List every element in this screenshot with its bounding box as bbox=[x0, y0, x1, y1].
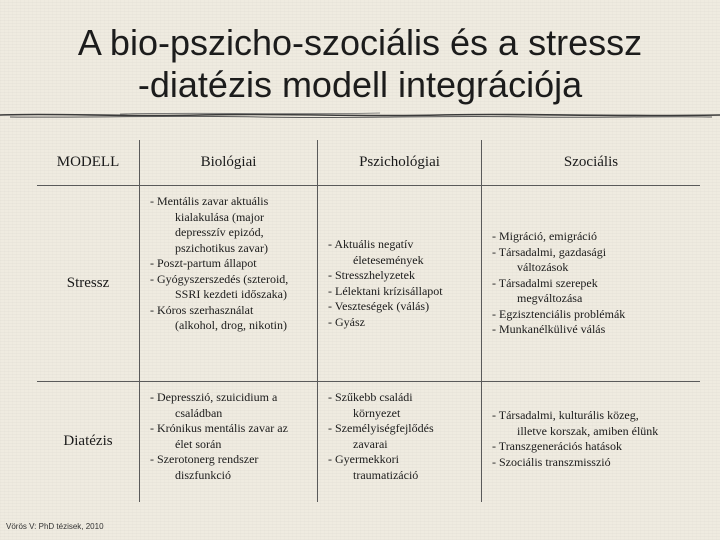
slide-title bbox=[0, 22, 720, 106]
header-pszichologiai: Pszichológiai bbox=[318, 140, 482, 186]
list-item: - Társadalmi, kulturális közeg, illetve korszak, amiben élünk bbox=[492, 408, 659, 438]
list-item: - Krónikus mentális zavar az élet során bbox=[150, 421, 288, 451]
list-item: - Depresszió, szuicidium a családban bbox=[150, 390, 278, 420]
cell-stressz-pszichologiai bbox=[318, 186, 482, 382]
row-label-diatezis: Diatézis bbox=[37, 382, 140, 502]
list-item: - Személyiségfejlődés zavarai bbox=[328, 421, 434, 451]
list-item: - Mentális zavar aktuális kialakulása (major depresszív epizód, pszichotikus zavar) bbox=[150, 194, 269, 255]
list-item: - Szűkebb családi környezet bbox=[328, 390, 413, 420]
list-item: - Kóros szerhasználat (alkohol, drog, nikotin) bbox=[150, 302, 287, 332]
list-item: - Transzgenerációs hatások bbox=[492, 439, 622, 453]
list-item: - Egzisztenciális problémák bbox=[492, 306, 626, 321]
list-item: - Lélektani krízisállapot bbox=[328, 283, 443, 298]
list-item: - Munkanélkülivé válás bbox=[492, 322, 606, 337]
list-item: - Veszteségek (válás) bbox=[328, 299, 430, 313]
header-szocialis: Szociális bbox=[482, 140, 700, 186]
source-footnote: Vörös V: PhD tézisek, 2010 bbox=[6, 522, 104, 531]
header-biologiai: Biológiai bbox=[140, 140, 318, 186]
row-label-stressz: Stressz bbox=[37, 186, 140, 382]
list-item: - Aktuális negatív életesemények bbox=[328, 237, 424, 267]
list-item: - Szociális transzmisszió bbox=[492, 454, 611, 469]
cell-diatezis-pszichologiai bbox=[318, 382, 482, 502]
cell-diatezis-szocialis bbox=[482, 382, 700, 502]
list-item: - Társadalmi, gazdasági változások bbox=[492, 244, 607, 275]
list-item: - Gyermekkori traumatizáció bbox=[328, 452, 419, 482]
cell-diatezis-biologiai bbox=[140, 382, 318, 502]
list-item: - Társadalmi szerepek megváltozása bbox=[492, 275, 598, 306]
cell-stressz-szocialis bbox=[482, 186, 700, 382]
list-item: - Gyógyszerszedés (szteroid, SSRI kezdeti időszaka) bbox=[150, 271, 289, 301]
cell-stressz-biologiai bbox=[140, 186, 318, 382]
title-line-2: -diatézis modell integrációja bbox=[137, 64, 583, 105]
list-item: - Gyász bbox=[328, 314, 365, 329]
model-table bbox=[37, 140, 700, 502]
title-line-1: A bio-pszicho-szociális és a stressz bbox=[77, 22, 643, 63]
list-item: - Szerotonerg rendszer diszfunkció bbox=[150, 452, 259, 482]
list-item: - Migráció, emigráció bbox=[492, 229, 597, 244]
decorative-divider bbox=[0, 109, 720, 123]
list-item: - Stresszhelyzetek bbox=[328, 268, 415, 282]
list-item: - Poszt-partum állapot bbox=[150, 256, 257, 270]
header-modell: MODELL bbox=[37, 140, 140, 186]
